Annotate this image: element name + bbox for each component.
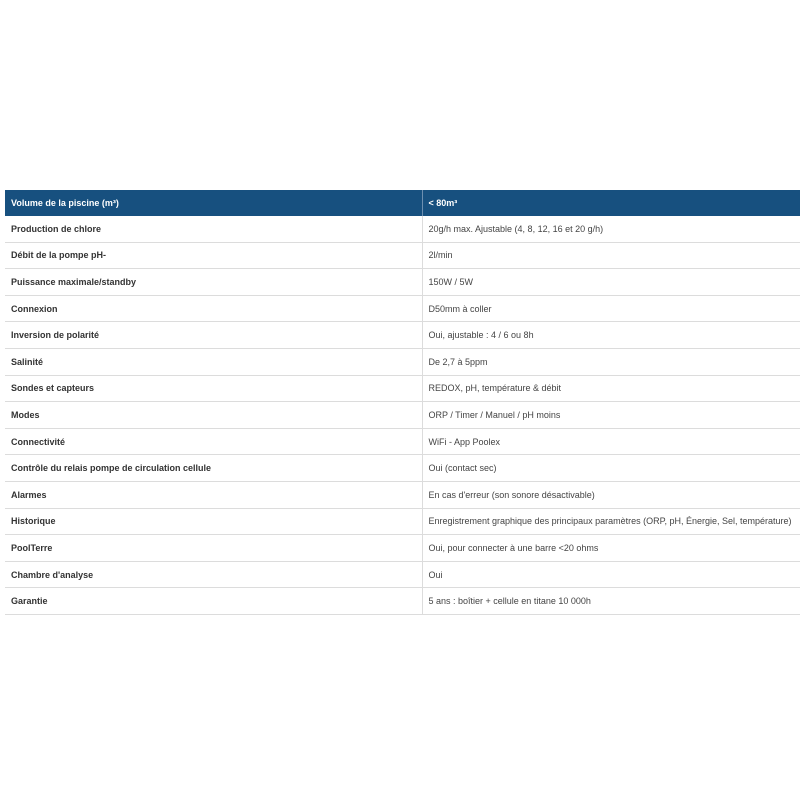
spec-label: Débit de la pompe pH- [5, 242, 422, 269]
table-row [5, 508, 800, 535]
table-row [5, 535, 800, 562]
spec-value: Oui [422, 561, 800, 588]
spec-value: Oui, pour connecter à une barre <20 ohms [422, 535, 800, 562]
spec-value: En cas d'erreur (son sonore désactivable) [422, 481, 800, 508]
spec-value: 20g/h max. Ajustable (4, 8, 12, 16 et 20 g/h) [422, 216, 800, 242]
spec-value: 150W / 5W [422, 269, 800, 296]
table-row [5, 322, 800, 349]
spec-label: Chambre d'analyse [5, 561, 422, 588]
spec-label: Salinité [5, 348, 422, 375]
specifications-table [5, 190, 800, 615]
spec-value: Enregistrement graphique des principaux paramètres (ORP, pH, Énergie, Sel, température) [422, 508, 800, 535]
spec-label: Inversion de polarité [5, 322, 422, 349]
table-body [5, 216, 800, 614]
table-row [5, 216, 800, 242]
spec-label: PoolTerre [5, 535, 422, 562]
table-row [5, 428, 800, 455]
table-row [5, 402, 800, 429]
header-row [5, 190, 800, 216]
spec-label: Production de chlore [5, 216, 422, 242]
table-row [5, 561, 800, 588]
spec-label: Historique [5, 508, 422, 535]
spec-label: Connectivité [5, 428, 422, 455]
spec-value: 2l/min [422, 242, 800, 269]
table-row [5, 242, 800, 269]
spec-value: D50mm à coller [422, 295, 800, 322]
table-row [5, 295, 800, 322]
table-row [5, 588, 800, 615]
spec-value: Oui (contact sec) [422, 455, 800, 482]
spec-value: ORP / Timer / Manuel / pH moins [422, 402, 800, 429]
table-row [5, 455, 800, 482]
header-volume-label: Volume de la piscine (m³) [5, 190, 422, 216]
table-row [5, 269, 800, 296]
table-row [5, 481, 800, 508]
header-volume-value: < 80m³ [422, 190, 800, 216]
spec-value: De 2,7 à 5ppm [422, 348, 800, 375]
spec-value: REDOX, pH, température & débit [422, 375, 800, 402]
spec-label: Sondes et capteurs [5, 375, 422, 402]
spec-label: Alarmes [5, 481, 422, 508]
spec-value: Oui, ajustable : 4 / 6 ou 8h [422, 322, 800, 349]
table-row [5, 375, 800, 402]
spec-label: Modes [5, 402, 422, 429]
table-header [5, 190, 800, 216]
spec-value: 5 ans : boîtier + cellule en titane 10 000h [422, 588, 800, 615]
spec-label: Garantie [5, 588, 422, 615]
table-row [5, 348, 800, 375]
spec-label: Puissance maximale/standby [5, 269, 422, 296]
spec-label: Contrôle du relais pompe de circulation cellule [5, 455, 422, 482]
spec-value: WiFi - App Poolex [422, 428, 800, 455]
spec-label: Connexion [5, 295, 422, 322]
